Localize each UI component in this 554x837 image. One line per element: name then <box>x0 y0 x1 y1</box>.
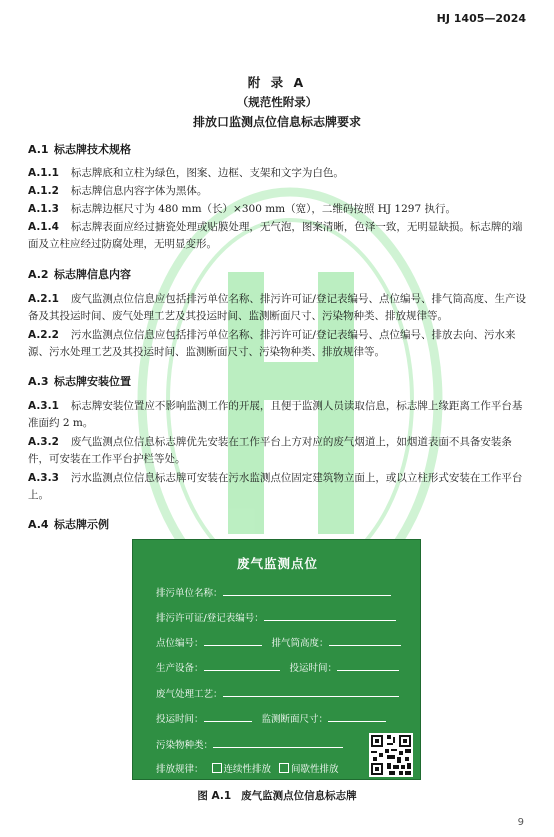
sign-row-pollutants <box>156 736 343 751</box>
sign-row-point-no <box>156 634 401 649</box>
fill-line <box>204 710 252 722</box>
clause-number: A.3.1 <box>28 400 59 412</box>
option-label: 间歇性排放 <box>291 764 339 775</box>
figure-number: 图 A.1 <box>197 790 232 802</box>
field-label: 污染物种类： <box>156 740 214 751</box>
sign-row-unit-name <box>156 584 391 599</box>
clause-number: A.3.2 <box>28 436 59 448</box>
field-label: 废气处理工艺： <box>156 689 223 700</box>
clause-number: A.3.3 <box>28 472 59 484</box>
fill-line <box>223 584 391 596</box>
section-title: 标志牌安装位置 <box>54 375 131 388</box>
clause-number: A.2.1 <box>28 293 59 305</box>
fill-line <box>223 685 399 697</box>
clause-text: 标志牌信息内容字体为黑体。 <box>70 185 208 197</box>
fill-line <box>204 634 262 646</box>
clause-number: A.1.3 <box>28 203 59 215</box>
fill-line <box>329 634 401 646</box>
appendix-subtitle: （规范性附录） <box>236 95 318 109</box>
fill-line <box>337 659 399 671</box>
clause-text: 标志牌安装位置应不影响监测工作的开展，且便于监测人员读取信息，标志牌上缘距离工作平台基准面约 2 m。 <box>28 400 523 429</box>
section-number: A.2 <box>28 268 49 281</box>
sign-row-process <box>156 685 399 700</box>
section-number: A.3 <box>28 375 49 388</box>
page-number: 9 <box>517 817 524 828</box>
fill-line <box>328 710 386 722</box>
field-label: 点位编号： <box>156 638 204 649</box>
field-label: 排气筒高度： <box>271 638 329 649</box>
clause-number: A.1.4 <box>28 221 59 233</box>
checkbox-continuous <box>212 763 222 773</box>
clause-a3-2 <box>28 434 528 468</box>
clause-text: 标志牌边框尺寸为 480 mm（长）×300 mm（宽），二维码按照 HJ 1297 执行。 <box>70 203 456 215</box>
clause-a1-3 <box>28 201 528 218</box>
section-heading-a4 <box>28 516 109 532</box>
fill-line <box>264 609 396 621</box>
appendix-title: 附 录 A <box>247 75 307 90</box>
clause-number: A.2.2 <box>28 329 59 341</box>
clause-a1-1 <box>28 165 528 182</box>
section-heading-a2 <box>28 266 131 282</box>
sign-row-equipment <box>156 659 399 674</box>
clause-a2-2 <box>28 327 528 361</box>
section-title: 标志牌示例 <box>54 518 109 531</box>
section-heading-a3 <box>28 373 131 389</box>
clause-text: 废气监测点位信息标志牌优先安装在工作平台上方对应的废气烟道上，如烟道表面不具备安装条件，可安装在工作平台护栏等处。 <box>28 436 512 465</box>
fill-line <box>213 736 343 748</box>
field-label: 监测断面尺寸： <box>261 714 329 725</box>
section-heading-a1 <box>28 141 131 157</box>
field-label: 生产设备： <box>156 663 204 674</box>
standard-number: HJ 1405—2024 <box>436 12 526 25</box>
clause-a3-1 <box>28 398 528 432</box>
clause-text: 标志牌底和立柱为绿色，图案、边框、支架和文字为白色。 <box>70 167 344 179</box>
clause-a3-3 <box>28 470 528 504</box>
clause-a2-1 <box>28 291 528 325</box>
section-number: A.1 <box>28 143 49 156</box>
sign-title: 废气监测点位 <box>236 556 318 571</box>
clause-text: 污水监测点位信息标志牌可安装在污水监测点位固定建筑物立面上，或以立柱形式安装在工作平台上。 <box>28 472 523 501</box>
monitoring-point-sign <box>132 539 421 780</box>
clause-a1-4 <box>28 219 528 253</box>
fill-line <box>204 659 280 671</box>
appendix-name: 排放口监测点位信息标志牌要求 <box>192 115 361 129</box>
clause-text: 污水监测点位信息应包括排污单位名称、排污许可证/登记表编号、点位编号、排放去向、污水来源、污水处理工艺及其投运时间、监测断面尺寸、污染物种类、排放规律等。 <box>28 329 516 358</box>
section-title: 标志牌技术规格 <box>54 143 131 156</box>
field-label: 排放规律： <box>156 764 204 775</box>
field-label: 排污单位名称： <box>156 588 223 599</box>
section-number: A.4 <box>28 518 49 531</box>
sign-row-permit-no <box>156 609 396 624</box>
figure-caption <box>0 788 554 803</box>
field-label: 投运时间： <box>156 714 204 725</box>
clause-a1-2 <box>28 183 528 200</box>
sign-row-pattern <box>156 761 339 775</box>
clause-text: 标志牌表面应经过搪瓷处理或贴膜处理，无气泡，图案清晰，色泽一致，无明显缺损。标志牌的端面及立柱应经过防腐处理，无明显变形。 <box>28 221 523 250</box>
figure-caption-text: 废气监测点位信息标志牌 <box>241 790 357 802</box>
section-title: 标志牌信息内容 <box>54 268 131 281</box>
field-label: 排污许可证/登记表编号： <box>156 613 264 624</box>
option-label: 连续性排放 <box>223 764 272 775</box>
clause-text: 废气监测点位信息应包括排污单位名称、排污许可证/登记表编号、点位编号、排气筒高度、生产设备及其投运时间、废气处理工艺及其投运时间、监测断面尺寸、污染物种类、排放规律等。 <box>28 293 526 322</box>
field-label: 投运时间： <box>289 663 338 674</box>
clause-number: A.1.2 <box>28 185 59 197</box>
qr-code-icon <box>369 733 413 777</box>
clause-number: A.1.1 <box>28 167 59 179</box>
sign-row-process-time <box>156 710 386 725</box>
checkbox-intermittent <box>279 763 289 773</box>
